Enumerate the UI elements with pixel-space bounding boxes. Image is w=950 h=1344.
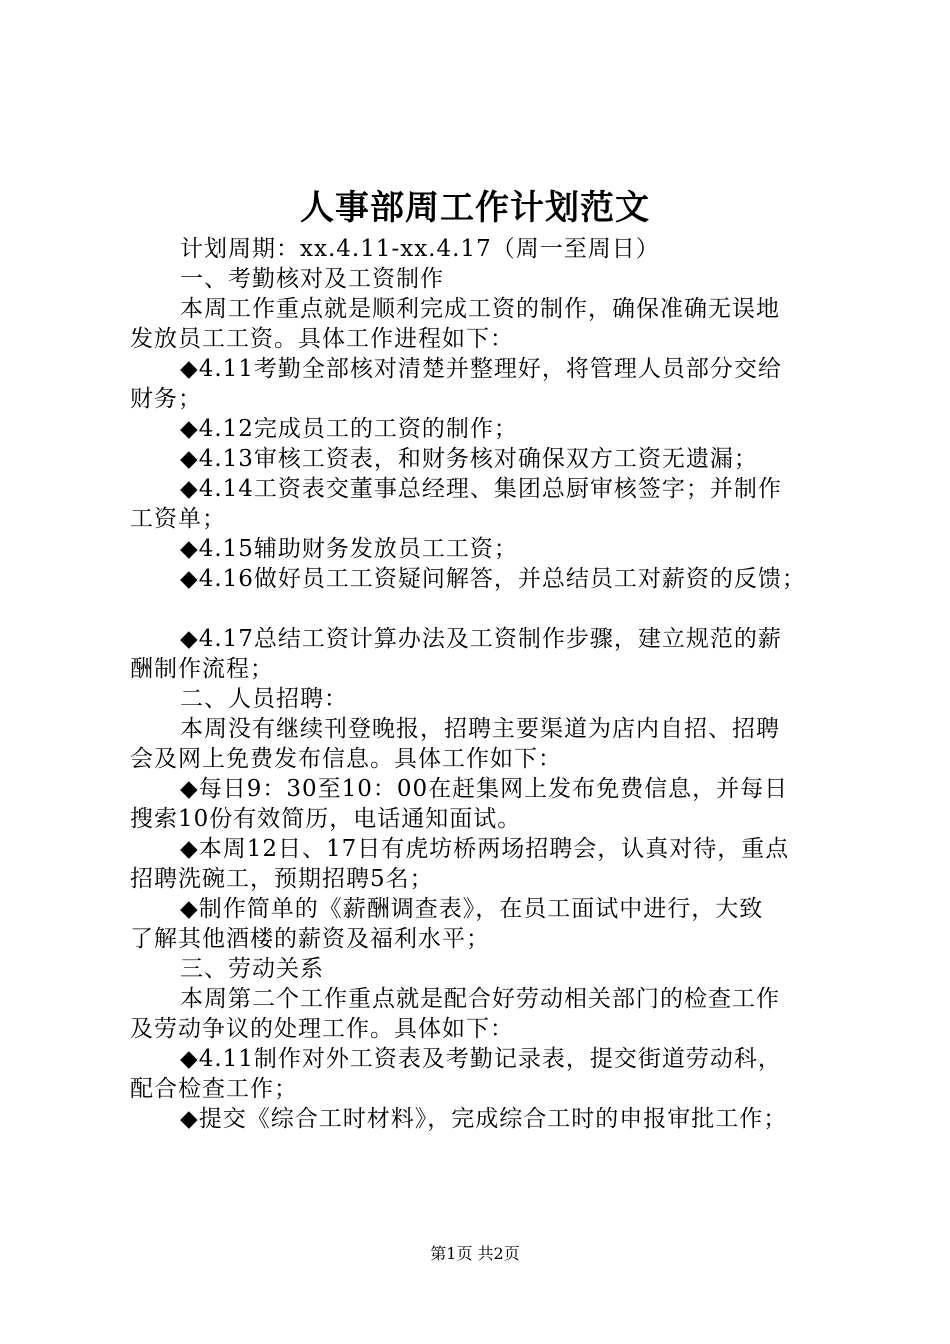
document-title: 人事部周工作计划范文 [300,188,650,228]
list-item-line: ◆4.11考勤全部核对清楚并整理好，将管理人员部分交给 [180,356,782,382]
paragraph-line: 本周没有继续刊登晚报，招聘主要渠道为店内自招、招聘 [180,716,780,742]
list-item-line: 财务； [130,386,202,412]
list-item-line: ◆4.11制作对外工资表及考勤记录表，提交街道劳动科， [180,1046,782,1072]
paragraph-line: 发放员工工资。具体工作进程如下： [130,326,514,352]
document-body [130,234,840,1134]
paragraph-line: 本周第二个工作重点就是配合好劳动相关部门的检查工作 [180,986,780,1012]
paragraph-line: 及劳动争议的处理工作。具体如下： [130,1016,514,1042]
plan-period-line: 计划周期：xx.4.11-xx.4.17（周一至周日） [180,236,660,262]
list-item-line: ◆提交《综合工时材料》，完成综合工时的申报审批工作； [180,1106,788,1132]
list-item-line: ◆4.13审核工资表，和财务核对确保双方工资无遗漏； [180,446,758,472]
list-item-line: ◆制作简单的《薪酬调查表》，在员工面试中进行，大致 [180,896,764,922]
section-heading-labor-relations: 三、劳动关系 [180,956,324,982]
list-item-line: ◆4.14工资表交董事总经理、集团总厨审核签字；并制作 [180,476,782,502]
list-item-line: 招聘洗碗工，预期招聘5名； [130,866,434,892]
list-item-line: ◆4.17总结工资计算办法及工资制作步骤，建立规范的薪 [180,626,782,652]
list-item-line: 配合检查工作； [130,1076,298,1102]
blank-line [130,594,840,624]
list-item-line: ◆4.16做好员工工资疑问解答，并总结员工对薪资的反馈； [180,566,806,592]
list-item-line: 了解其他酒楼的薪资及福利水平； [130,926,490,952]
list-item-line: ◆4.15辅助财务发放员工工资； [180,536,518,562]
section-heading-attendance: 一、考勤核对及工资制作 [180,266,444,292]
page-footer: 第1页 共2页 [430,1244,520,1263]
section-heading-recruitment: 二、人员招聘： [180,686,348,712]
list-item-line: ◆每日9：30至10：00在赶集网上发布免费信息，并每日 [180,776,789,802]
list-item-line: 工资单； [130,506,226,532]
list-item-line: ◆本周12日、17日有虎坊桥两场招聘会，认真对待，重点 [180,836,790,862]
paragraph-line: 会及网上免费发布信息。具体工作如下： [130,746,562,772]
list-item-line: 搜索10份有效简历，电话通知面试。 [130,806,522,832]
list-item-line: ◆4.12完成员工的工资的制作； [180,416,518,442]
paragraph-line: 本周工作重点就是顺利完成工资的制作，确保准确无误地 [180,296,780,322]
list-item-line: 酬制作流程； [130,656,274,682]
